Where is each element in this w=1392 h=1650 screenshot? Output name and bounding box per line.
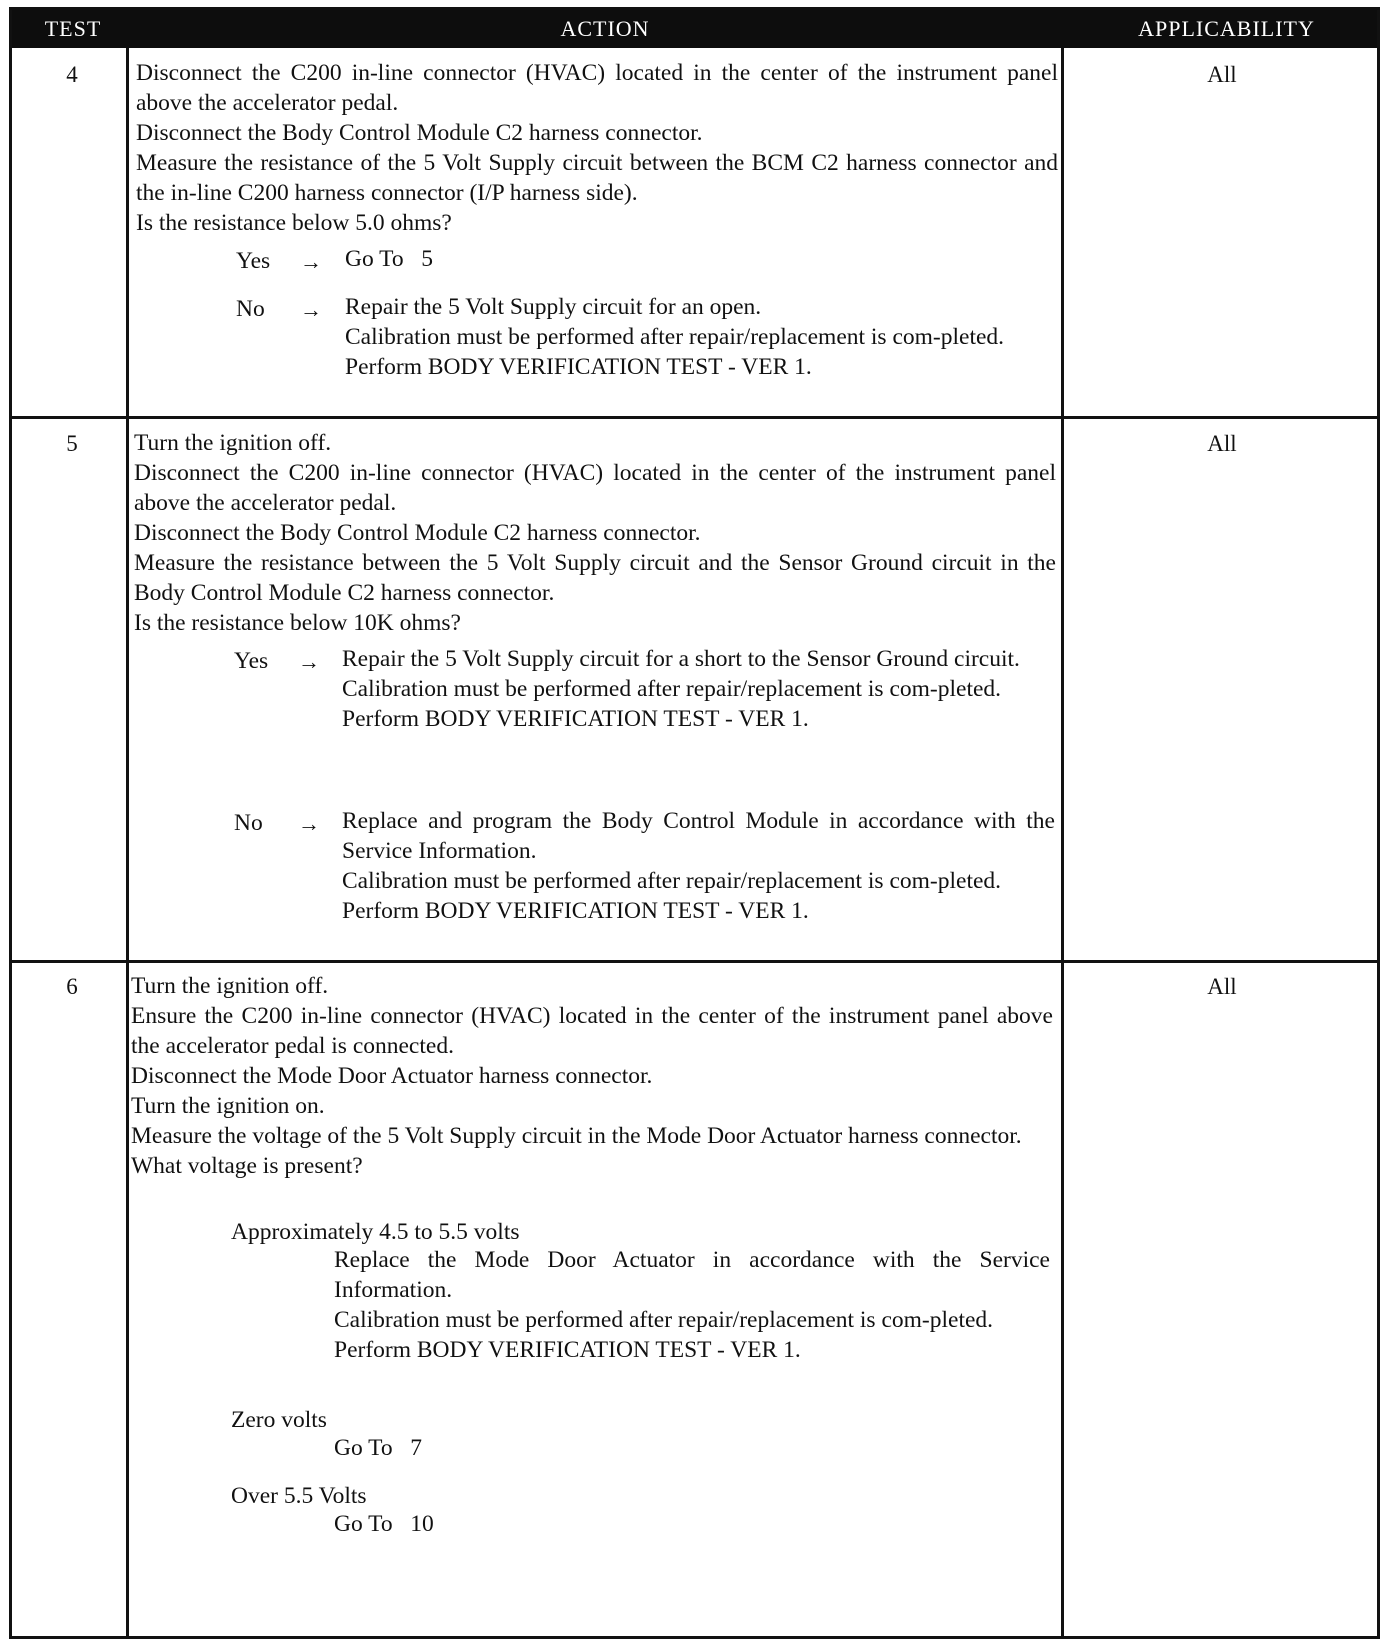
test-question	[136, 58, 1058, 238]
answer-result	[334, 1433, 1050, 1463]
arrow-icon: →	[300, 249, 322, 274]
answer-label: Yes	[234, 648, 269, 674]
column-divider-action	[1061, 48, 1064, 1636]
result-line: Perform BODY VERIFICATION TEST - VER 1.	[334, 1337, 801, 1363]
header-applicability: APPLICABILITY	[1138, 16, 1315, 41]
applicability-value: All	[1207, 974, 1237, 999]
applicability-value: All	[1207, 431, 1237, 456]
answer-result	[334, 1245, 1050, 1365]
question-line: Measure the resistance of the 5 Volt Supply circuit between the BCM C2 harness connector and the in-line C200 harness connector (I/P harness side).	[136, 150, 1058, 206]
result-line: Calibration must be performed after repair/replacement is com-pleted.	[342, 676, 1002, 702]
result-line: Calibration must be performed after repair/replacement is com-pleted.	[342, 868, 1002, 894]
result-line: Repair the 5 Volt Supply circuit for a short to the Sensor Ground circuit.	[342, 646, 1020, 672]
applicability-value: All	[1207, 62, 1237, 87]
question-line: Turn the ignition off.	[134, 430, 332, 456]
row-divider	[12, 416, 1377, 419]
result-line: Go To 10	[334, 1511, 434, 1537]
test-question	[134, 428, 1056, 638]
header-test: TEST	[44, 16, 102, 41]
arrow-icon: →	[300, 297, 322, 322]
arrow-icon: →	[298, 811, 320, 836]
question-line: Disconnect the C200 in-line connector (HVAC) located in the center of the instrument panel above the accelerator pedal.	[136, 60, 1058, 116]
arrow-icon: →	[298, 649, 320, 674]
diagnostic-test-table	[9, 7, 1380, 1639]
answer-result	[342, 806, 1055, 926]
result-line: Replace the Mode Door Actuator in accordance with the Service Information.	[334, 1247, 1050, 1303]
question-line: Turn the ignition off.	[131, 973, 329, 999]
question-line: What voltage is present?	[131, 1153, 363, 1179]
question-line: Disconnect the C200 in-line connector (HVAC) located in the center of the instrument panel above the accelerator pedal.	[134, 460, 1056, 516]
answer-result	[334, 1509, 1050, 1539]
answer-label: No	[234, 810, 263, 836]
question-line: Disconnect the Mode Door Actuator harness connector.	[131, 1063, 653, 1089]
header-action: ACTION	[560, 16, 650, 41]
test-number: 6	[66, 974, 78, 999]
result-line: Perform BODY VERIFICATION TEST - VER 1.	[342, 706, 809, 732]
result-line: Repair the 5 Volt Supply circuit for an open.	[345, 294, 762, 320]
column-divider-test	[126, 48, 129, 1636]
answer-result	[345, 244, 1057, 274]
answer-label: Approximately 4.5 to 5.5 volts	[231, 1219, 520, 1245]
question-line: Measure the voltage of the 5 Volt Supply circuit in the Mode Door Actuator harness connector.	[131, 1123, 1022, 1149]
result-line: Replace and program the Body Control Module in accordance with the Service Information.	[342, 808, 1055, 864]
test-number: 4	[66, 62, 78, 87]
row-divider	[12, 960, 1377, 963]
table-header	[12, 10, 1377, 48]
test-number: 5	[66, 431, 78, 456]
answer-result	[342, 644, 1055, 734]
answer-label: Yes	[236, 248, 271, 274]
question-line: Disconnect the Body Control Module C2 harness connector.	[134, 520, 701, 546]
answer-label: Zero volts	[231, 1407, 327, 1433]
question-line: Measure the resistance between the 5 Volt Supply circuit and the Sensor Ground circuit in the Body Control Module C2 harness connector.	[134, 550, 1056, 606]
test-question	[131, 971, 1053, 1181]
result-line: Go To 7	[334, 1435, 423, 1461]
question-line: Is the resistance below 5.0 ohms?	[136, 210, 452, 236]
answer-result	[345, 292, 1057, 382]
result-line: Calibration must be performed after repair/replacement is com-pleted.	[334, 1307, 994, 1333]
answer-label: No	[236, 296, 265, 322]
question-line: Disconnect the Body Control Module C2 harness connector.	[136, 120, 703, 146]
question-line: Ensure the C200 in-line connector (HVAC) located in the center of the instrument panel above the accelerator pedal is connected.	[131, 1003, 1053, 1059]
result-line: Perform BODY VERIFICATION TEST - VER 1.	[345, 354, 812, 380]
result-line: Perform BODY VERIFICATION TEST - VER 1.	[342, 898, 809, 924]
result-line: Calibration must be performed after repair/replacement is com-pleted.	[345, 324, 1005, 350]
answer-label: Over 5.5 Volts	[231, 1483, 367, 1509]
question-line: Turn the ignition on.	[131, 1093, 325, 1119]
question-line: Is the resistance below 10K ohms?	[134, 610, 461, 636]
result-line: Go To 5	[345, 246, 434, 272]
